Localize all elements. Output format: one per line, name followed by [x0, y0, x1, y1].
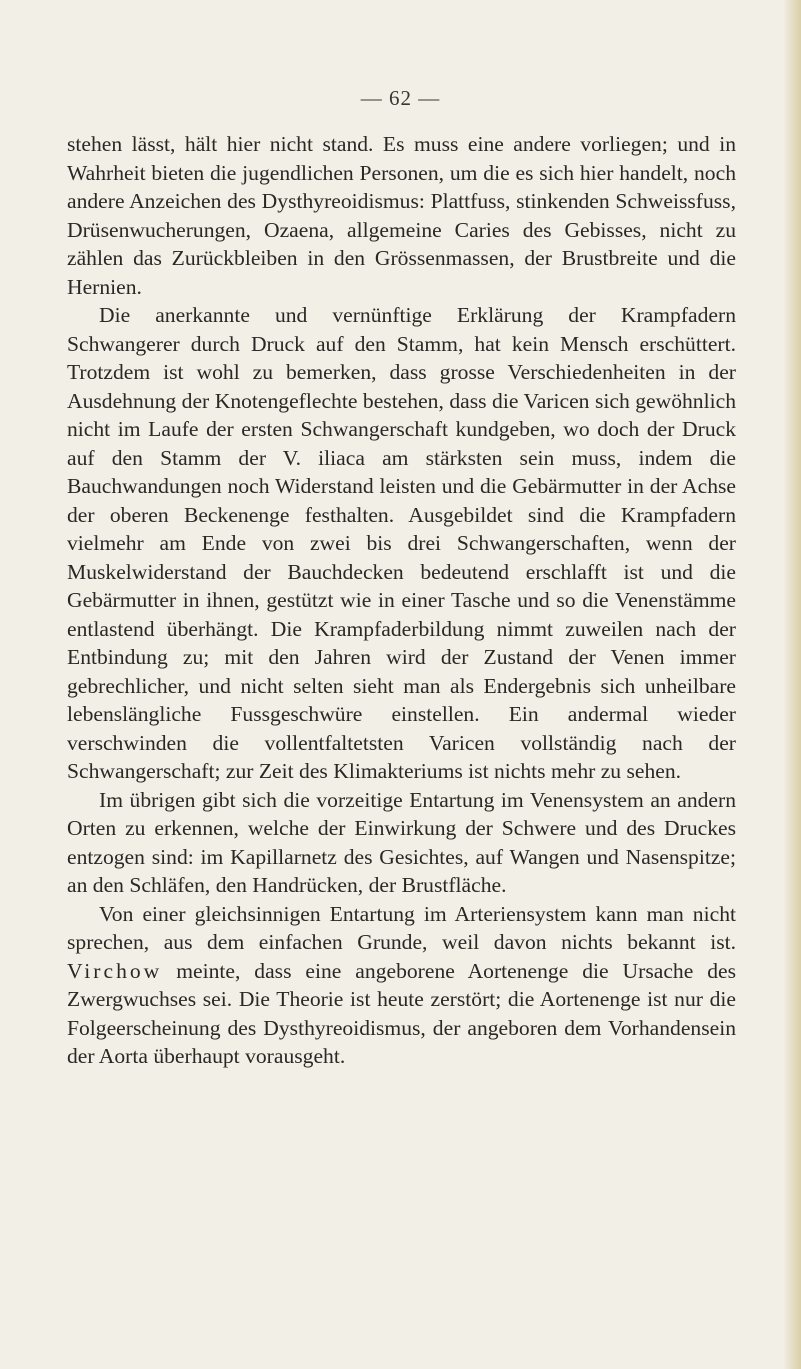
page-edge-shadow: [783, 0, 801, 1369]
paragraph-4: [67, 900, 736, 1071]
paragraph-4-start: Von einer gleichsinnigen Entartung im Arteriensystem kann man nicht sprechen, aus dem einfachen Grunde, weil davon nichts bekannt ist.: [67, 901, 736, 954]
paragraph-2: Die anerkannte und vernünftige Erklärung der Krampfadern Schwangerer durch Druck auf den Stamm, hat kein Mensch erschüttert. Trotzdem ist wohl zu bemerken, dass grosse Verschiedenheiten in der Ausdehnung der Knotengeflechte bestehen, dass die Varicen sich gewöhnlich nicht im Laufe der ersten Schwangerschaft kundgeben, wo doch der Druck auf den Stamm der V. iliaca am stärksten sein muss, indem die Bauchwandungen noch Widerstand leisten und die Gebärmutter in der Achse der oberen Beckenenge festhalten. Ausgebildet sind die Krampfadern vielmehr am Ende von zwei bis drei Schwangerschaften, wenn der Muskelwiderstand der Bauchdecken bedeutend erschlafft ist und die Gebärmutter in ihnen, gestützt wie in einer Tasche und so die Venenstämme entlastend überhängt. Die Krampfaderbildung nimmt zuweilen nach der Entbindung zu; mit den Jahren wird der Zustand der Venen immer gebrechlicher, und nicht selten sieht man als Endergebnis sich unheilbare lebenslängliche Fussgeschwüre einstellen. Ein andermal wieder verschwinden die vollentfaltetsten Varicen vollständig nach der Schwangerschaft; zur Zeit des Klimakteriums ist nichts mehr zu sehen.: [67, 303, 736, 783]
paragraph-1: stehen lässt, hält hier nicht stand. Es muss eine andere vorliegen; und in Wahrheit bieten die jugendlichen Personen, um die es sich hier handelt, noch andere Anzeichen des Dysthyreoidismus: Plattfuss, stinkenden Schweissfuss, Drüsenwucherungen, Ozaena, allgemeine Caries des Gebisses, nicht zu zählen das Zurückbleiben in den Grössenmassen, der Brustbreite und die Hernien.: [67, 132, 736, 299]
page-number: — 62 —: [360, 86, 441, 110]
body-text: [67, 130, 736, 1071]
author-name-virchow: Virchow: [67, 958, 163, 983]
paragraph-4-end: meinte, dass eine angeborene Aortenenge die Ursache des Zwergwuchses sei. Die Theorie ist heute zerstört; die Aortenenge ist nur die Folgeerscheinung des Dysthyreoidismus, der angeboren dem Vorhandensein der Aorta überhaupt vorausgeht.: [67, 958, 736, 1068]
paragraph-3: Im übrigen gibt sich die vorzeitige Entartung im Venensystem an andern Orten zu erkennen, welche der Einwirkung der Schwere und des Druckes entzogen sind: im Kapillarnetz des Gesichtes, auf Wangen und Nasenspitze; an den Schläfen, den Handrücken, der Brustfläche.: [67, 787, 736, 897]
